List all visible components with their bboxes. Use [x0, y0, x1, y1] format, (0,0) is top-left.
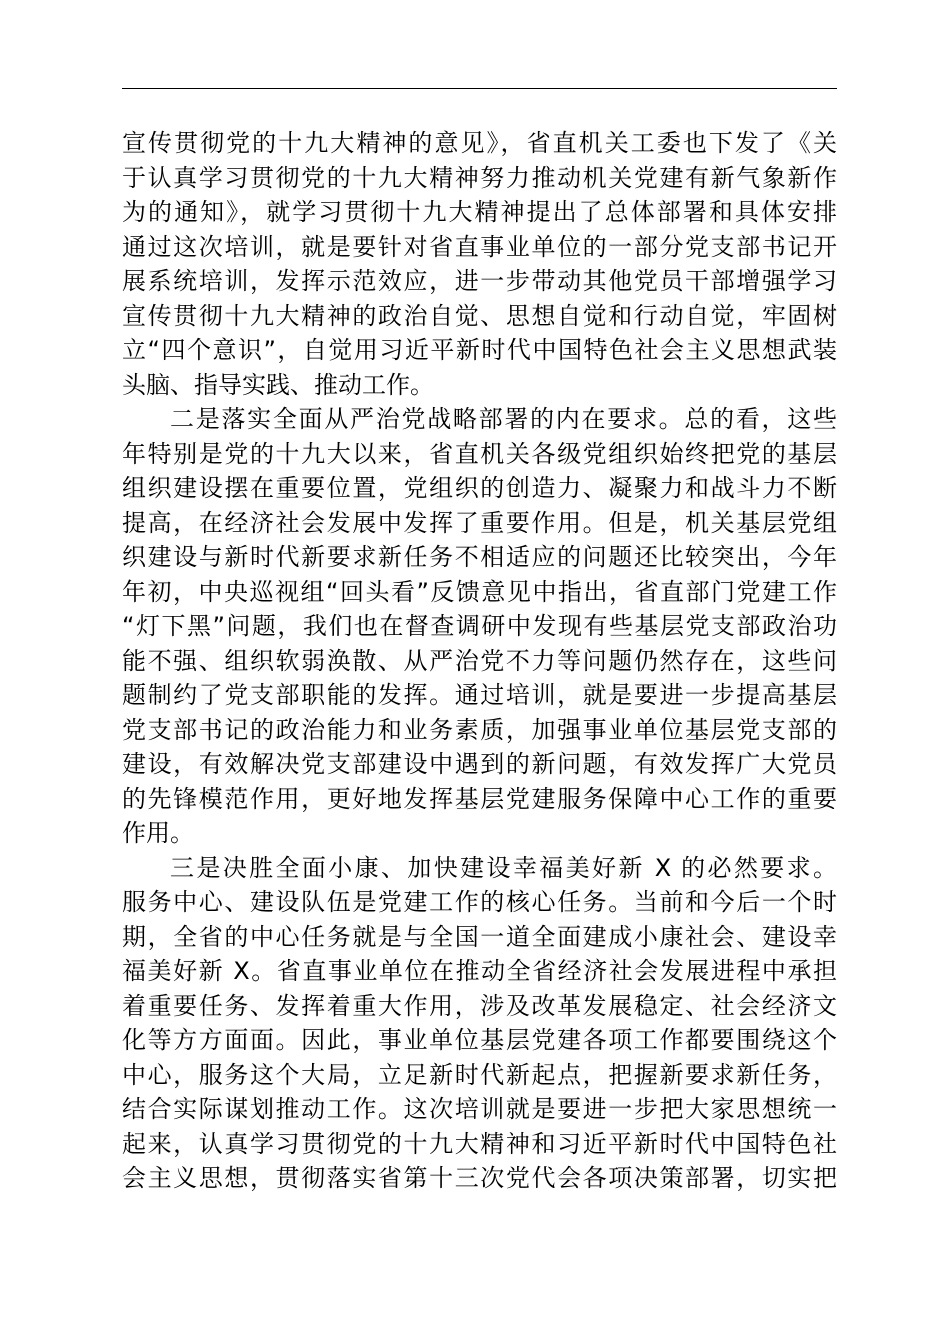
text-line: 通过这次培训，就是要针对省直事业单位的一部分党支部书记开	[122, 232, 837, 261]
text-line: 为的通知》，就学习贯彻十九大精神提出了总体部署和具体安排	[122, 198, 837, 226]
text-line: 化等方方面面。因此，事业单位基层党建各项工作都要围绕这个	[122, 1026, 837, 1054]
text-line: 会主义思想，贯彻落实省第十三次党代会各项决策部署，切实把	[122, 1164, 837, 1192]
text-line: 织建设与新时代新要求新任务不相适应的问题还比较突出，今年	[122, 543, 837, 571]
text-line: “灯下黑”问题，我们也在督查调研中发现有些基层党支部政治功	[122, 612, 837, 640]
document-body	[122, 126, 837, 1196]
text-line: 党支部书记的政治能力和业务素质，加强事业单位基层党支部的	[122, 715, 837, 744]
text-line: 起来，认真学习贯彻党的十九大精神和习近平新时代中国特色社	[122, 1129, 837, 1158]
text-line: 头脑、指导实践、推动工作。	[122, 370, 434, 399]
text-line: 中心，服务这个大局，立足新时代新起点，把握新要求新任务，	[122, 1060, 837, 1089]
text-line: 题制约了党支部职能的发挥。通过培训，就是要进一步提高基层	[122, 681, 837, 709]
text-line: 于认真学习贯彻党的十九大精神努力推动机关党建有新气象新作	[122, 163, 837, 192]
text-line: 展系统培训，发挥示范效应，进一步带动其他党员干部增强学习	[122, 267, 837, 295]
text-line: 结合实际谋划推动工作。这次培训就是要进一步把大家思想统一	[122, 1095, 837, 1123]
text-line: 宣传贯彻党的十九大精神的意见》，省直机关工委也下发了《关	[122, 129, 837, 157]
text-line: 建设，有效解决党支部建设中遇到的新问题，有效发挥广大党员	[122, 750, 837, 778]
text-line: 提高，在经济社会发展中发挥了重要作用。但是，机关基层党组	[122, 508, 837, 537]
text-line: 的先锋模范作用，更好地发挥基层党建服务保障中心工作的重要	[122, 784, 837, 813]
text-line: 宣传贯彻十九大精神的政治自觉、思想自觉和行动自觉，牢固树	[122, 301, 837, 330]
text-line: 着重要任务、发挥着重大作用，涉及改革发展稳定、社会经济文	[122, 991, 837, 1020]
text-line: 期，全省的中心任务就是与全国一道全面建成小康社会、建设幸	[122, 922, 837, 951]
text-line: 能不强、组织软弱涣散、从严治党不力等问题仍然存在，这些问	[122, 646, 837, 675]
text-line: 立“四个意识”，自觉用习近平新时代中国特色社会主义思想武装	[122, 336, 837, 364]
text-line: 二是落实全面从严治党战略部署的内在要求。总的看，这些	[170, 405, 837, 433]
text-line: 作用。	[122, 819, 194, 847]
text-line: 服务中心、建设队伍是党建工作的核心任务。当前和今后一个时	[122, 888, 837, 916]
text-line: 年初，中央巡视组“回头看”反馈意见中指出，省直部门党建工作	[122, 577, 837, 606]
text-line: 福美好新 X。省直事业单位在推动全省经济社会发展进程中承担	[122, 957, 837, 985]
text-line: 年特别是党的十九大以来，省直机关各级党组织始终把党的基层	[122, 439, 837, 468]
header-rule	[122, 88, 837, 89]
text-line: 组织建设摆在重要位置，党组织的创造力、凝聚力和战斗力不断	[122, 474, 837, 502]
text-line: 三是决胜全面小康、加快建设幸福美好新 X 的必然要求。	[170, 853, 837, 882]
